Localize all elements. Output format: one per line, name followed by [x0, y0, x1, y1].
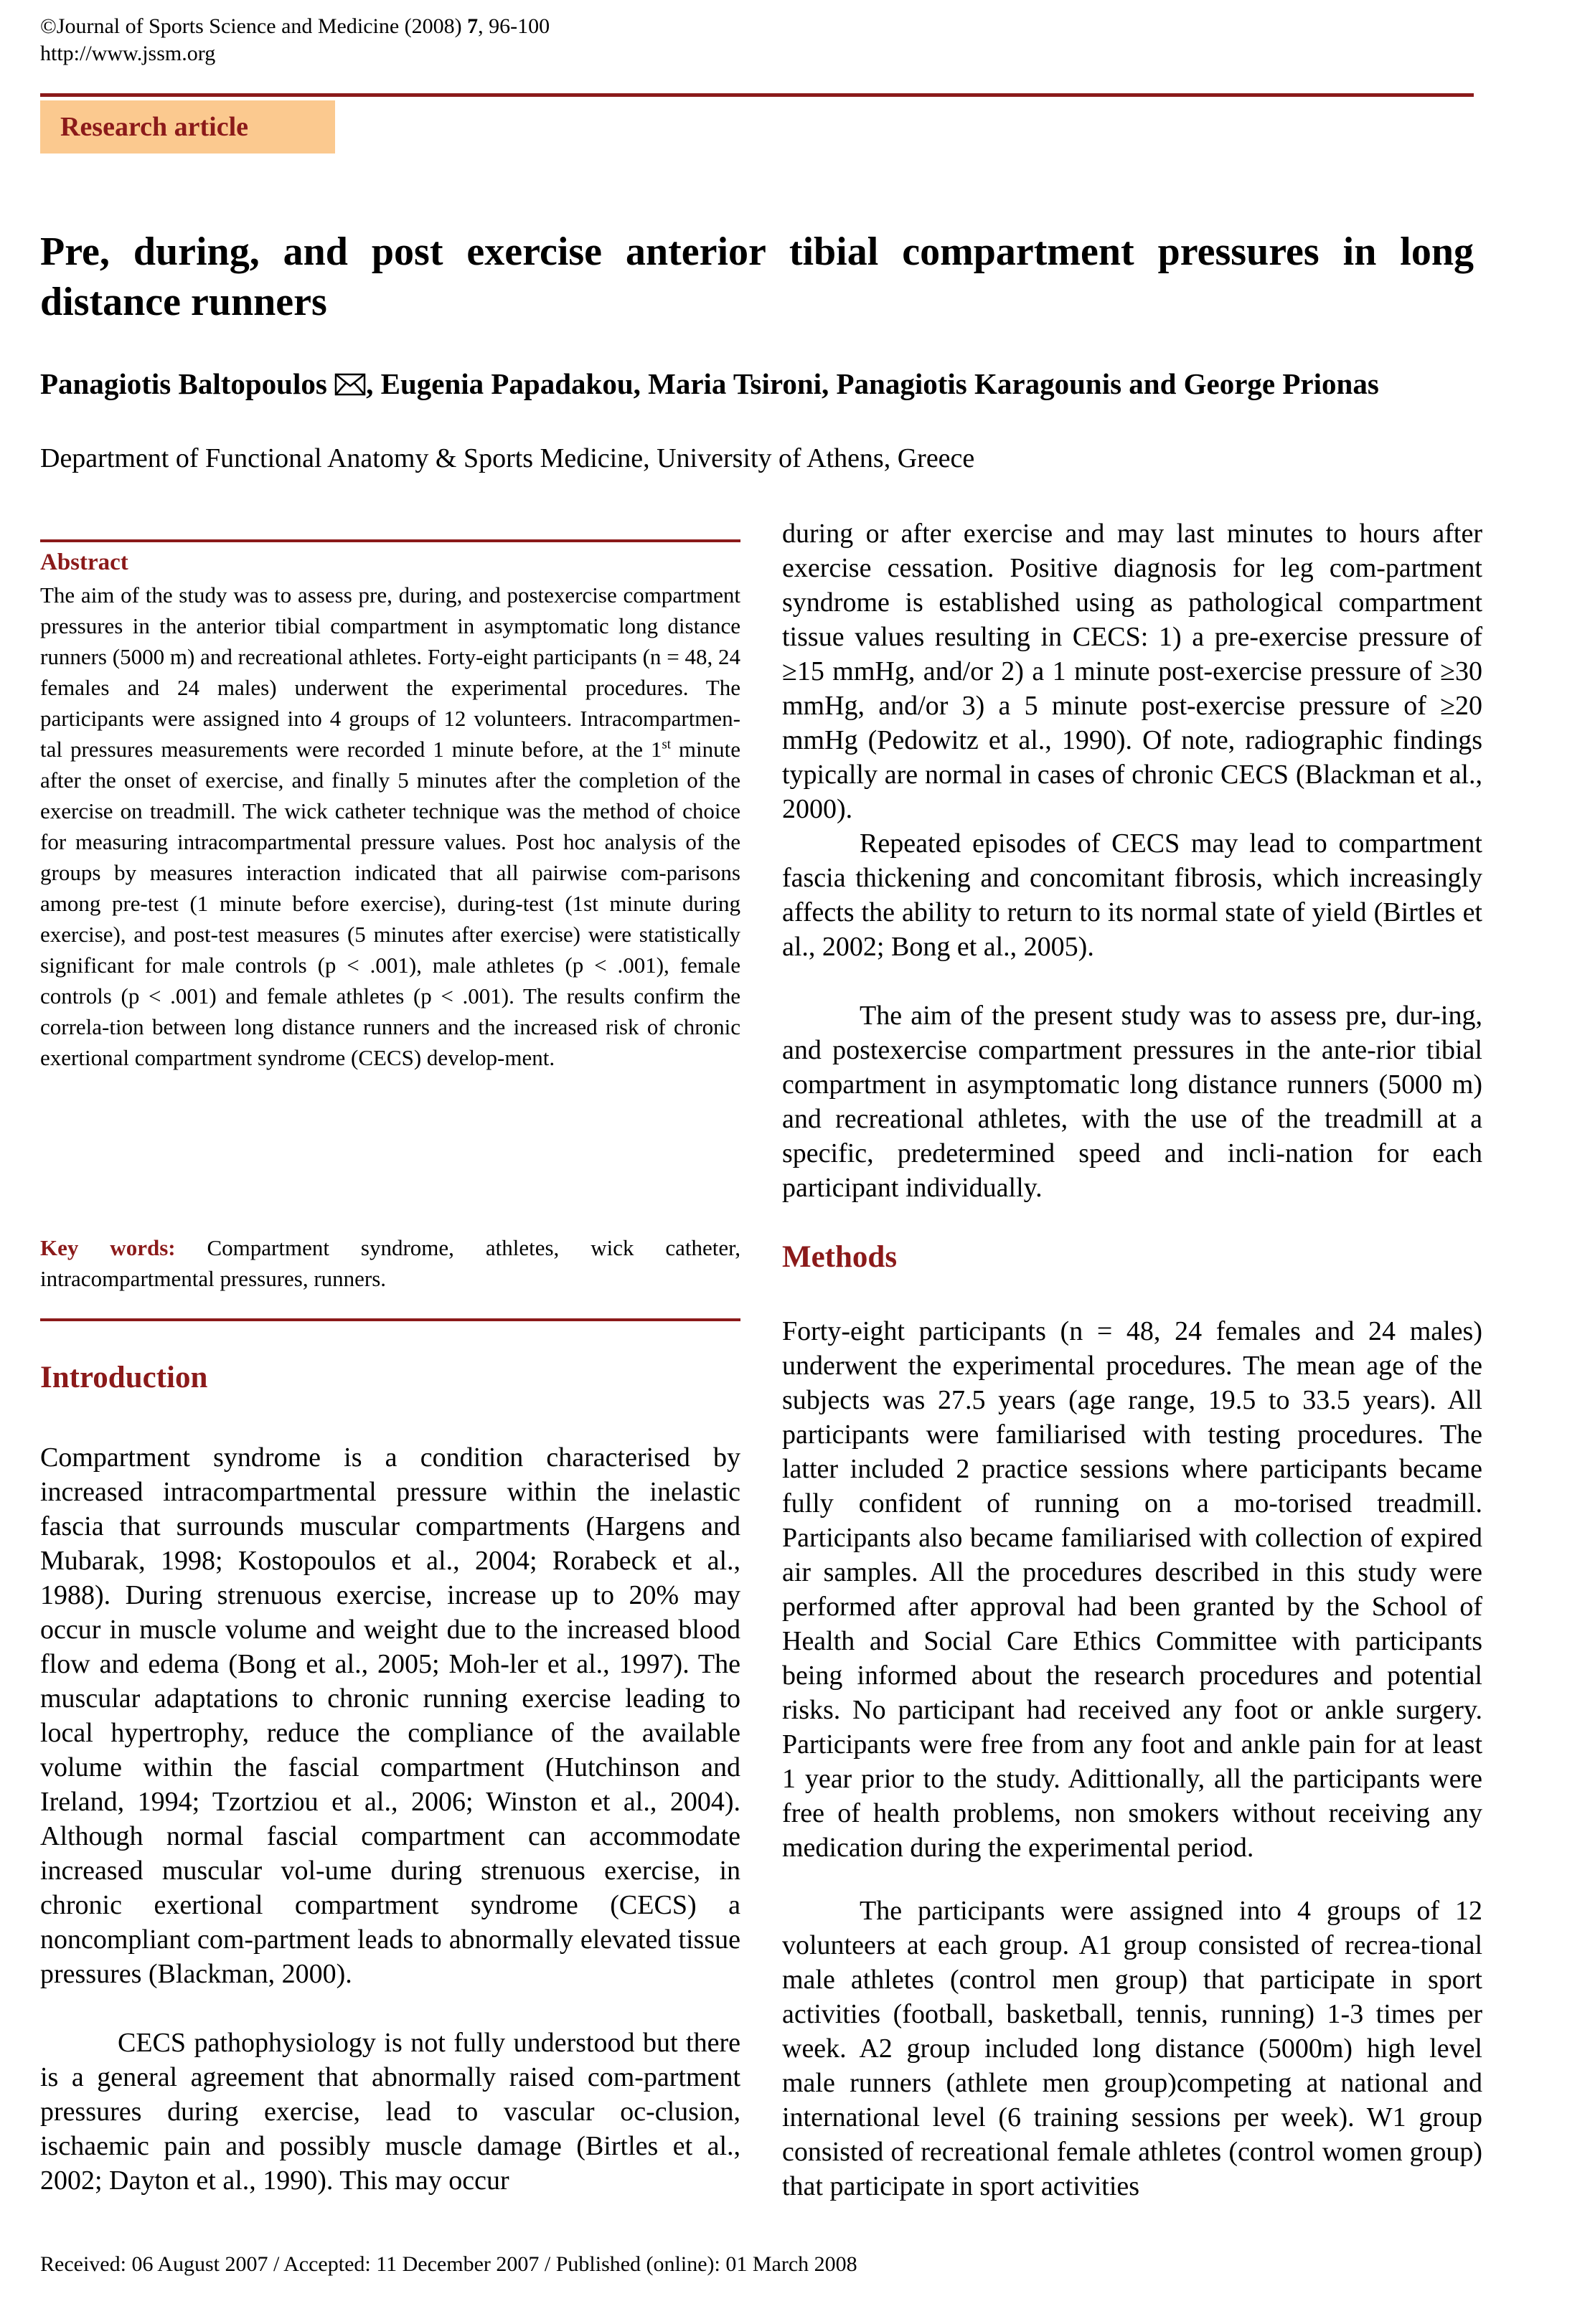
other-authors: , Eugenia Papadakou, Maria Tsironi, Panagiotis Karagounis and George Prionas [366, 367, 1379, 400]
methods-heading: Methods [782, 1240, 898, 1274]
introduction-paragraph: Compartment syndrome is a condition characterised by increased intracompartmental pressure within the inelastic fascia that surrounds muscular compartments (Hargens and Mubarak, 1998; Kostopoulos et al., 2004; Rorabeck et al., 1988). During strenuous exercise, increase up to 20% may occur in muscle volume and weight due to the increased blood flow and edema (Bong et al., 2005; Moh-ler et al., 1997). The muscular adaptations to chronic running exercise leading to local hypertrophy, reduce the compliance of the available volume within the fascial compartment (Hutchinson and Ireland, 1994; Tzortziou et al., 2006; Winston et al., 2004). Although normal fascial compartment can accommodate increased muscular vol-ume during strenuous exercise, in chronic exertional compartment syndrome (CECS) a noncompliant com-partment leads to abnormally elevated tissue pressures (Blackman, 2000). [40, 1442, 740, 1989]
article-type-badge: Research article [40, 100, 335, 153]
journal-citation: ©Journal of Sports Science and Medicine (2008) 7, 96-100 [40, 14, 550, 38]
affiliation: Department of Functional Anatomy & Sports Medicine, University of Athens, Greece [40, 443, 975, 473]
envelope-icon[interactable] [334, 364, 366, 403]
journal-header [40, 13, 550, 67]
corresponding-author: Panagiotis Baltopoulos [40, 367, 327, 400]
received-dates: Received: 06 August 2007 / Accepted: 11 December 2007 / Published (online): 01 March 2008 [40, 2252, 857, 2276]
methods-paragraph: The participants were assigned into 4 groups of 12 volunteers at each group. A1 group consisted of recrea-tional male athletes (control men group) that participate in sport activities (football, basketball, tennis, running) 1-3 times per week. A2 group included long distance (5000m) high level male runners (athlete men group)competing at national and international level (6 training sessions per week). W1 group consisted of recreational female athletes (control women group) that participate in sport activities [782, 1896, 1482, 2201]
abstract-top-rule [40, 539, 740, 542]
author-list [40, 364, 1474, 403]
intro-continued-paragraph: Repeated episodes of CECS may lead to compartment fascia thickening and concomitant fibrosis, which increasingly affects the ability to return to its normal state of yield (Birtles et al., 2002; Bong et al., 2005). [782, 828, 1482, 962]
methods-paragraph: Forty-eight participants (n = 48, 24 females and 24 males) underwent the experimental procedures. The mean age of the subjects was 27.5 years (age range, 19.5 to 33.5 years). All participants were familiarised with testing procedures. The latter included 2 practice sessions where participants became fully confident of running on a mo-torised treadmill. Participants also became familiarised with collection of expired air samples. All the procedures described in this study were performed after approval had been granted by the School of Health and Social Care Ethics Committee with participants being informed about the research procedures and potential risks. No participant had received any foot or ankle surgery. Participants were free from any foot and ankle pain for at least 1 year prior to the study. Adittionally, all the participants were free of health problems, non smokers without receiving any medication during the experimental period. [782, 1316, 1482, 1863]
keywords-label: Key words: [40, 1235, 176, 1260]
journal-url[interactable]: http://www.jssm.org [40, 42, 216, 65]
header-rule [40, 93, 1474, 97]
article-title: Pre, during, and post exercise anterior tibial compartment pressures in long distance runners [40, 230, 1474, 324]
abstract-heading: Abstract [40, 549, 128, 575]
keywords: Key words: Compartment syndrome, athletes, wick catheter, intracompartmental pressures, runners. [40, 1235, 740, 1291]
abstract-text: The aim of the study was to assess pre, during, and postexercise compartment pressures in the anterior tibial compartment in asymptomatic long distance runners (5000 m) and recreational athletes. Forty-eight participants (n = 48, 24 females and 24 males) underwent the experimental procedures. The participants were assigned into 4 groups of 12 volunteers. Intracompartmen-tal pressures measurements were recorded 1 minute before, at the 1st minute after the onset of exercise, and finally 5 minutes after the completion of the exercise on treadmill. The wick catheter technique was the method of choice for measuring intracompartmental pressure values. Post hoc analysis of the groups by measures interaction indicated that all pairwise com-parisons among pre-test (1 minute before exercise), during-test (1st minute during exercise), and post-test measures (5 minutes after exercise) were statistically significant for male controls (p < .001), male athletes (p < .001), female controls (p < .001) and female athletes (p < .001). The results confirm the correla-tion between long distance runners and the increased risk of chronic exertional compartment syndrome (CECS) develop-ment. [40, 582, 740, 1070]
abstract-bottom-rule [40, 1318, 740, 1321]
introduction-paragraph: CECS pathophysiology is not fully understood but there is a general agreement that abnormally raised com-partment pressures during exercise, lead to vascular oc-clusion, ischaemic pain and possibly muscle damage (Birtles et al., 2002; Dayton et al., 1990). This may occur [40, 2028, 740, 2196]
introduction-heading: Introduction [40, 1361, 208, 1394]
aim-paragraph: The aim of the present study was to assess pre, dur-ing, and postexercise compartment pressures in the ante-rior tibial compartment in asymptomatic long distance runners (5000 m) and recreational athletes, with the use of the treadmill at a specific, predetermined speed and incli-nation for each participant individually. [782, 1001, 1482, 1203]
intro-continued-paragraph: during or after exercise and may last minutes to hours after exercise cessation. Positive diagnosis for leg com-partment syndrome is established using as pathological compartment tissue values resulting in CECS: 1) a pre-exercise pressure of ≥15 mmHg, and/or 2) a 1 minute post-exercise pressure of ≥30 mmHg, and/or 3) a 5 minute post-exercise pressure of ≥20 mmHg (Pedowitz et al., 1990). Of note, radiographic findings typically are normal in cases of chronic CECS (Blackman et al., 2000). [782, 519, 1482, 824]
